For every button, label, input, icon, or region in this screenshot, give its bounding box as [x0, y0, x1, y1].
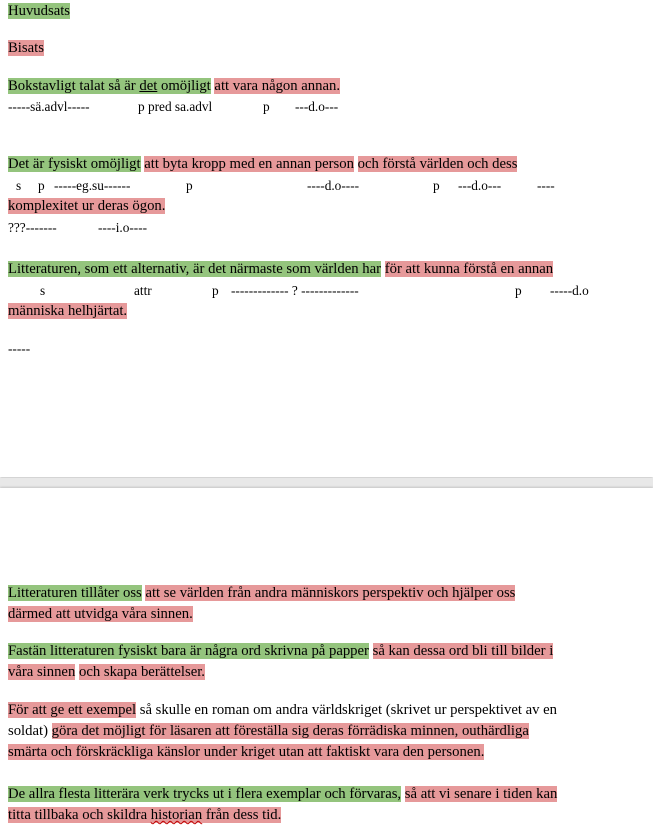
sentence-3-line-1: [8, 260, 553, 279]
annotation: -----: [8, 341, 31, 356]
sub-clause: att se världen från andra människors perspektiv och hjälper oss: [145, 585, 516, 601]
annotation: ----: [537, 178, 555, 193]
sub-clause: därmed att utvidga våra sinnen.: [8, 606, 193, 622]
annotation: p pred sa.advl: [138, 99, 213, 114]
annotation: -----sä.advl-----: [8, 99, 90, 114]
sub-clause: smärta och förskräckliga känslor under kriget utan att faktiskt vara den personen.: [8, 744, 485, 760]
sub-clause: att byta kropp med en annan person: [144, 156, 354, 172]
main-clause: Fastän litteraturen fysiskt bara är några ord skrivna på papper: [8, 643, 369, 659]
annotation: ----d.o----: [307, 178, 360, 193]
annotation: -----eg.su------: [54, 178, 131, 193]
annotation: attr: [134, 283, 152, 298]
sub-clause: komplexitet ur deras ögon.: [8, 198, 166, 214]
misspelled-word[interactable]: historian: [150, 807, 203, 823]
paragraph-3-line-3: [8, 743, 484, 762]
sub-clause: och skapa berättelser.: [78, 664, 205, 680]
plain-text: så skulle en roman om andra världskriget (skrivet ur perspektivet av en: [136, 702, 557, 718]
annotation: -----d.o: [550, 283, 589, 298]
sub-clause: göra det möjligt för läsaren att föreställa sig deras förrädiska minnen, outhärdliga: [51, 723, 529, 739]
main-clause: Det är fysiskt omöjligt: [8, 156, 141, 172]
annotation: ----i.o----: [98, 220, 148, 235]
annotation: p: [515, 283, 522, 298]
paragraph-1-line-2: [8, 605, 193, 624]
document-page-2: [0, 488, 653, 830]
paragraph-2-line-2: [8, 663, 205, 682]
sentence-2-line-2: [8, 197, 165, 216]
sub-clause: för att kunna förstå en annan: [384, 261, 554, 277]
sub-clause: våra sinnen: [8, 664, 76, 680]
sub-clause: För att ge ett exempel: [8, 702, 137, 718]
annotation: ---d.o---: [295, 99, 339, 114]
sub-clause: så att vi senare i tiden kan: [404, 786, 558, 802]
annotation: p: [186, 178, 193, 193]
legend-sub-clause: Bisats: [8, 40, 44, 56]
annotation: p: [263, 99, 270, 114]
sentence-1-line: [8, 77, 340, 96]
legend-main-clause: Huvudsats: [8, 3, 71, 19]
paragraph-2-line-1: [8, 642, 553, 661]
sub-clause: att vara någon annan.: [214, 78, 341, 94]
annotation: ???-------: [8, 220, 57, 235]
annotation: p: [433, 178, 440, 193]
annotation: p: [38, 178, 45, 193]
annotation: ------------- ? -------------: [231, 283, 359, 298]
main-clause: Bokstavligt talat så är det omöjligt: [8, 78, 211, 94]
annotation: ---d.o---: [458, 178, 502, 193]
annotation: s: [16, 178, 22, 193]
paragraph-3-line-1: [8, 701, 557, 720]
plain-text: soldat): [8, 723, 52, 739]
underlined-word: det: [139, 78, 158, 94]
annotation: s: [40, 283, 46, 298]
paragraph-4-line-1: [8, 785, 557, 804]
paragraph-3-line-2: [8, 722, 529, 741]
main-clause: Litteraturen, som ett alternativ, är det närmaste som världen har: [8, 261, 382, 277]
sub-clause: och förstå världen och dess: [357, 156, 518, 172]
sentence-2-line-1: [8, 155, 517, 174]
main-clause: De allra flesta litterära verk trycks ut i flera exemplar och förvaras,: [8, 786, 402, 802]
sub-clause: människa helhjärtat.: [8, 303, 128, 319]
sub-clause: så kan dessa ord bli till bilder i: [372, 643, 554, 659]
sub-clause: titta tillbaka och skildra historian från dess tid.: [8, 807, 282, 823]
page-gap: [0, 478, 653, 488]
annotation: p: [212, 283, 219, 298]
sentence-3-line-2: [8, 302, 127, 321]
paragraph-4-line-2: [8, 806, 281, 825]
paragraph-1-line-1: [8, 584, 515, 603]
main-clause: Litteraturen tillåter oss: [8, 585, 142, 601]
